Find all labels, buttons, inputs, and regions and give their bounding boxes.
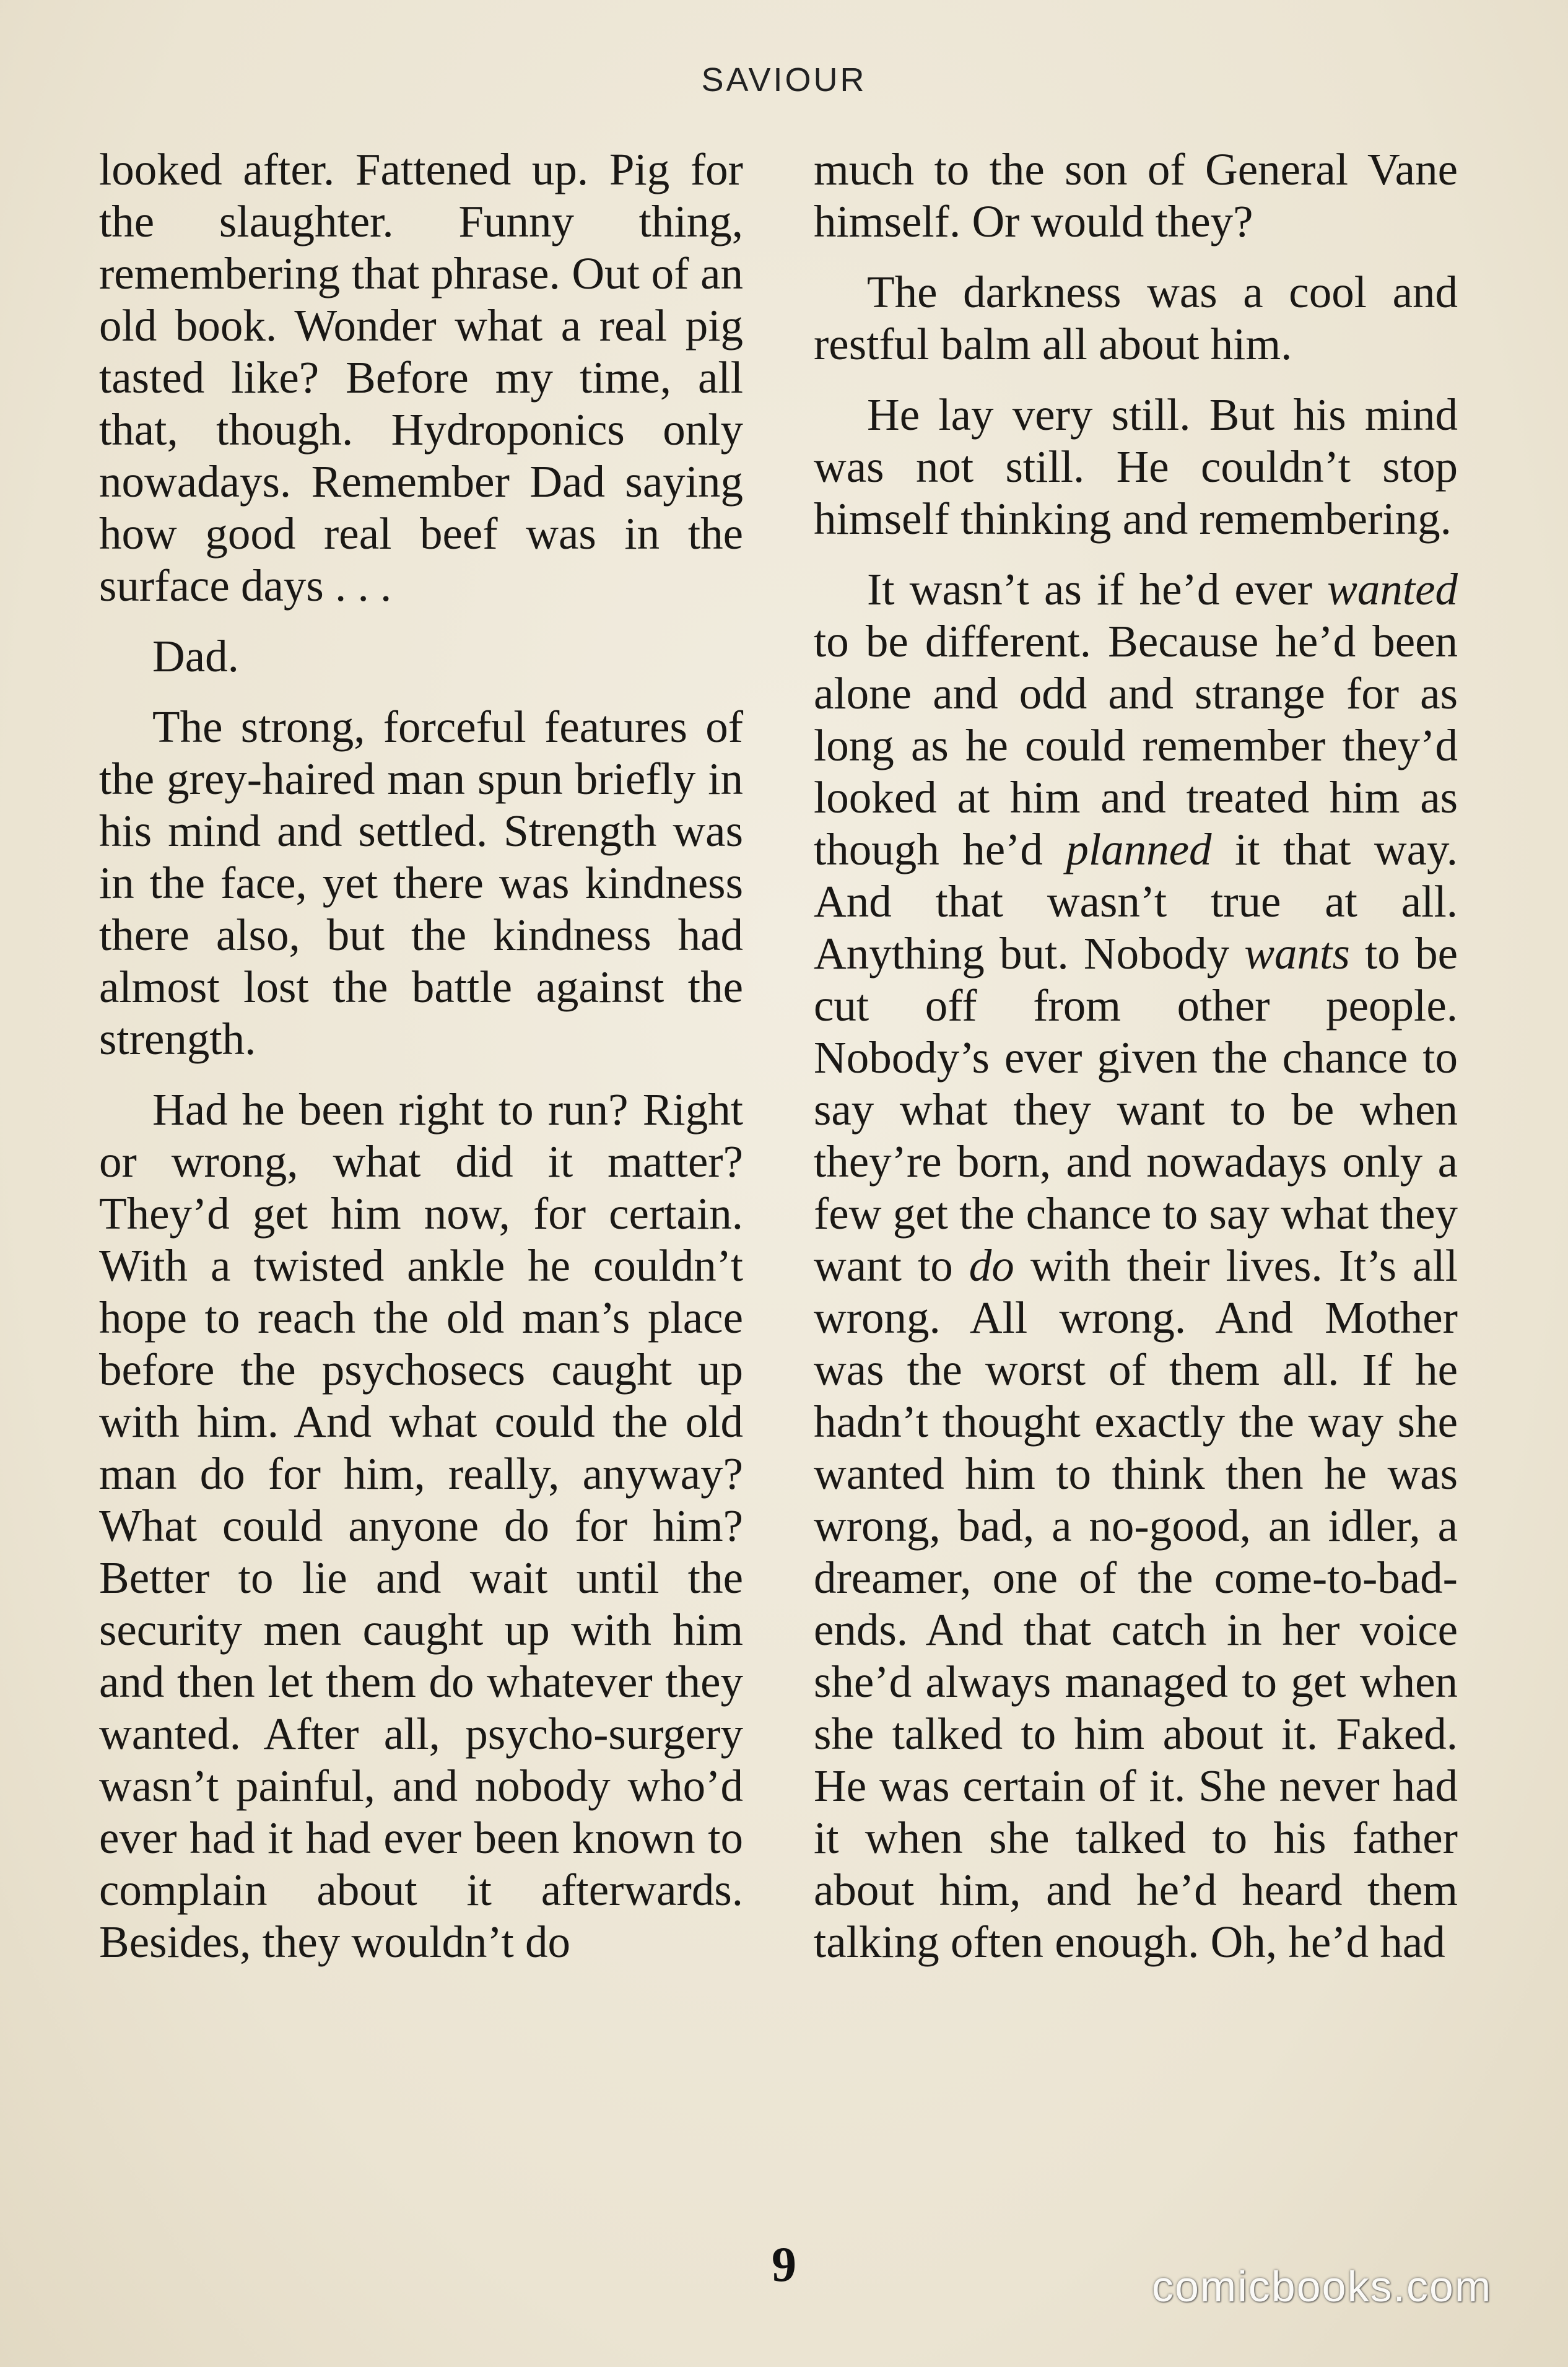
paragraph: He lay very still. But his mind was not still. He couldn’t stop himself thinking and remembering.: [814, 390, 1458, 544]
right-column: [814, 144, 1458, 1968]
paragraph: [814, 564, 1458, 1968]
paragraph: looked after. Fattened up. Pig for the slaughter. Funny thing, remembering that phrase. Out of an old book. Wonder what a real pig tasted like? Before my time, all that, though. Hydroponics only nowadays. Remember Dad saying how good real beef was in the surface days . . .: [99, 144, 743, 611]
italic-text: wants: [1244, 928, 1350, 979]
text-run: to be different. Because he’d been alone and odd and strange for as long as he could remember they’d looked at him and treated him as though he’d: [814, 616, 1458, 874]
paragraph: Had he been right to run? Right or wrong, what did it matter? They’d get him now, for certain. With a twisted ankle he couldn’t hope to reach the old man’s place before the psychosecs caught up with him. And what could the old man do for him, really, anyway? What could anyone do for him? Better to lie and wait until the security men caught up with him and then let them do whatever they wanted. After all, psycho-surgery wasn’t painful, and nobody who’d ever had it had ever been known to complain about it afterwards. Besides, they wouldn’t do: [99, 1084, 743, 1967]
italic-text: wanted: [1327, 564, 1458, 614]
italic-text: planned: [1066, 824, 1212, 874]
paragraph: Dad.: [152, 631, 239, 681]
italic-text: do: [969, 1240, 1014, 1291]
paragraph: The strong, forceful features of the grey-haired man spun briefly in his mind and settled. Strength was in the face, yet there was kindness there also, but the kindness had almost lost the battle against the strength.: [99, 702, 743, 1064]
paragraph: much to the son of General Vane himself. Or would they?: [814, 144, 1458, 246]
left-column: [99, 144, 743, 1968]
text-run: with their lives. It’s all wrong. All wrong. And Mother was the worst of them all. If he hadn’t thought exactly the way she wanted him to think then he was wrong, bad, a no-good, an idler, a dreamer, one of the come-to-bad-ends. And that catch in her voice she’d always managed to get when she talked to him about it. Faked. He was certain of it. She never had it when she talked to his father about him, and he’d heard them talking often enough. Oh, he’d had: [814, 1240, 1458, 1967]
running-head: SAVIOUR: [701, 61, 867, 98]
text-run: it that way. And that wasn’t true at all. Anything but. Nobody: [814, 824, 1458, 979]
text-run: It wasn’t as if he’d ever: [867, 564, 1328, 614]
watermark: comicbooks.com: [1152, 2262, 1492, 2311]
paragraph: The darkness was a cool and restful balm all about him.: [814, 267, 1458, 369]
page-number: 9: [772, 2238, 796, 2292]
text-run: to be cut off from other people. Nobody’s ever given the chance to say what they want to be when they’re born, and nowadays only a few get the chance to say what they want to: [814, 928, 1458, 1291]
